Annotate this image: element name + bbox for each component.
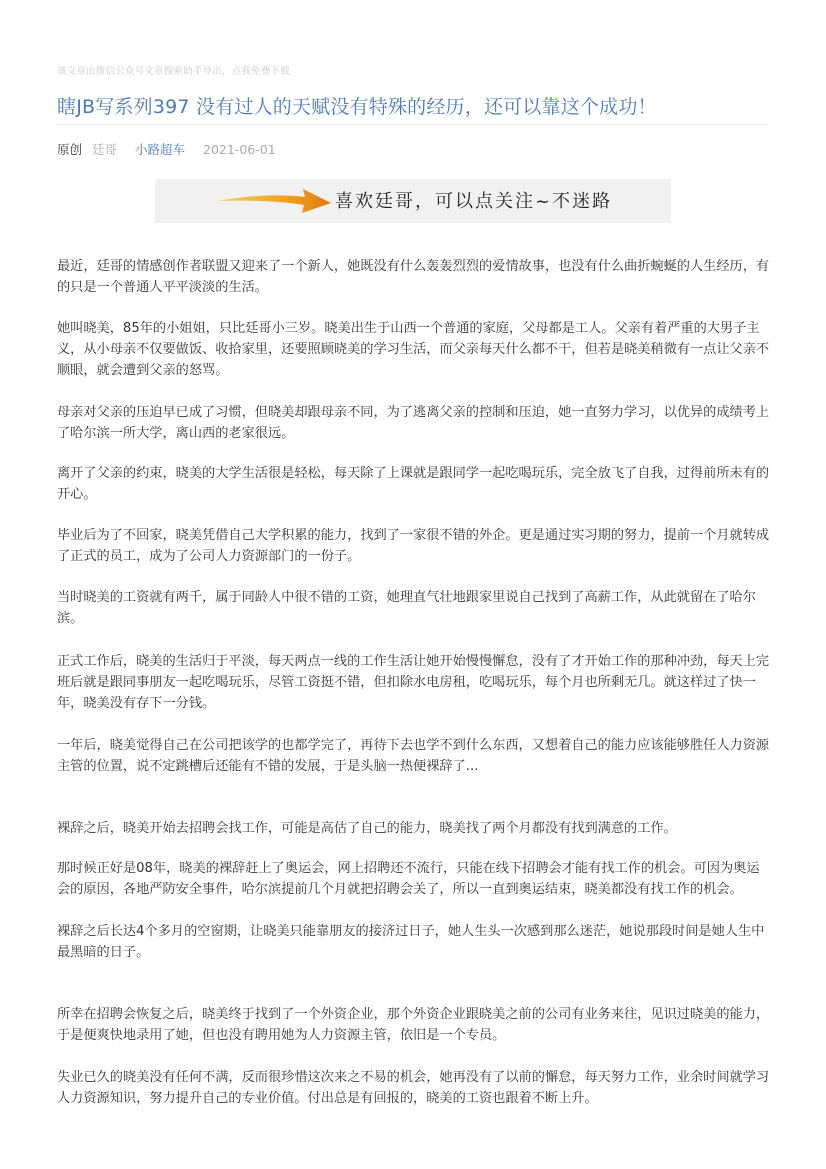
paragraph: 裸辞之后，晓美开始去招聘会找工作，可能是高估了自己的能力，晓美找了两个月都没有找到满意的工作。 xyxy=(57,821,677,836)
article-title: 瞎JB写系列397 没有过人的天赋没有特殊的经历，还可以靠这个成功！ xyxy=(57,96,657,118)
paragraph: 一年后，晓美觉得自己在公司把该学的也都学完了，再待下去也学不到什么东西，又想着自己的能力应该能够胜任人力资源主管的位置，说不定跳槽后还能有不错的发展，于是头脑一热便裸辞了... xyxy=(57,738,770,774)
paragraph: 裸辞之后长达4个多月的空窗期，让晓美只能靠朋友的接济过日子，她人生头一次感到那么迷茫，她说那段时间是她人生中最黑暗的日子。 xyxy=(57,924,765,960)
paragraph: 正式工作后，晓美的生活归于平淡，每天两点一线的工作生活让她开始慢慢懈怠，没有了才开始工作的那种冲劲，每天上完班后就是跟同事朋友一起吃喝玩乐，尽管工资挺不错，但扣除水电房租，吃喝玩乐，每个月也所剩无几。就这样过了快一年，晓美没有存下一分钱。 xyxy=(57,654,770,711)
paragraph: 那时候正好是08年，晓美的裸辞赶上了奥运会，网上招聘还不流行，只能在线下招聘会才能有找工作的机会。可因为奥运会的原因，各地严防安全事件，哈尔滨提前几个月就把招聘会关了，所以一直到奥运结束，晓美都没有找工作的机会。 xyxy=(57,861,760,897)
paragraph: 她叫晓美，85年的小姐姐，只比廷哥小三岁。晓美出生于山西一个普通的家庭，父母都是工人。父亲有着严重的大男子主义，从小母亲不仅要做饭、收拾家里，还要照顾晓美的学习生活，而父亲每天什么都不干，但若是晓美稍微有一点让父亲不顺眼，就会遭到父亲的怒骂。 xyxy=(57,321,770,378)
paragraph: 所幸在招聘会恢复之后，晓美终于找到了一个外资企业，那个外资企业跟晓美之前的公司有业务来往，见识过晓美的能力，于是便爽快地录用了她，但也没有聘用她为人力资源主管，依旧是一个专员。 xyxy=(57,1007,770,1043)
paragraph: 母亲对父亲的压迫早已成了习惯，但晓美却跟母亲不同，为了逃离父亲的控制和压迫，她一直努力学习，以优异的成绩考上了哈尔滨一所大学，离山西的老家很远。 xyxy=(57,405,770,441)
original-label: 原创 xyxy=(57,142,83,157)
title-divider xyxy=(57,124,769,125)
paragraph: 离开了父亲的约束，晓美的大学生活很是轻松，每天除了上课就是跟同学一起吃喝玩乐，完全放飞了自我，过得前所未有的开心。 xyxy=(57,466,770,502)
banner-text: 喜欢廷哥，可以点关注~不迷路 xyxy=(335,191,613,212)
author-name: 廷哥 xyxy=(92,142,118,157)
paragraph: 失业已久的晓美没有任何不满，反而很珍惜这次来之不易的机会，她再没有了以前的懈怠，每天努力工作，业余时间就学习人力资源知识，努力提升自己的专业价值。付出总是有回报的，晓美的工资也跟着不断上升。 xyxy=(57,1070,770,1106)
paragraph: 毕业后为了不回家，晓美凭借自己大学积累的能力，找到了一家很不错的外企。更是通过实习期的努力，提前一个月就转成了正式的员工，成为了公司人力资源部门的一份子。 xyxy=(57,528,770,564)
account-link[interactable]: 小路超车 xyxy=(135,142,186,157)
paragraph: 最近，廷哥的情感创作者联盟又迎来了一个新人，她既没有什么轰轰烈烈的爱情故事，也没有什么曲折蜿蜒的人生经历，有的只是一个普通人平平淡淡的生活。 xyxy=(57,259,770,295)
follow-banner xyxy=(155,179,671,223)
export-source-note[interactable]: 该文章由微信公众号文章搜索助手导出，点我免费下载 xyxy=(57,66,290,77)
paragraph: 当时晓美的工资就有两千，属于同龄人中很不错的工资，她理直气壮地跟家里说自己找到了高薪工作，从此就留在了哈尔滨。 xyxy=(57,590,756,626)
article-meta xyxy=(57,140,282,158)
publish-date: 2021-06-01 xyxy=(203,142,276,157)
